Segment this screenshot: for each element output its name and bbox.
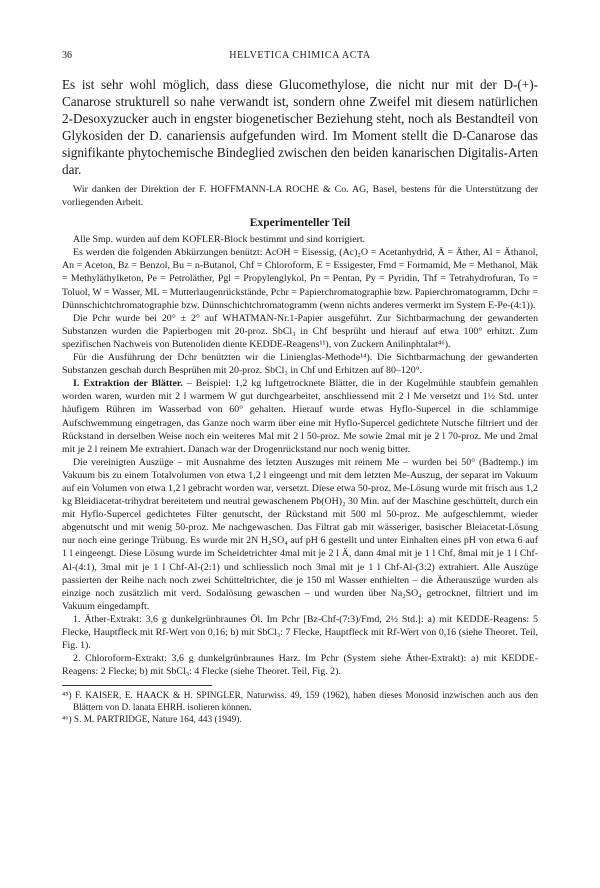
journal-page	[62, 50, 538, 726]
acknowledgement: Wir danken der Direktion der F. HOFFMANN-LA ROCHE & Co. AG, Basel, bestens für die Unterstützung der vorliegenden Arbeit.	[62, 184, 538, 209]
paragraph-thin-layer: Für die Ausführung der Dchr benützten wir die Linienglas-Methode¹⁴). Die Sichtbarmachung der gewanderten Substanzen geschah durch Besprühen mit 20-proz. SbCl₃ in Chf und Erhitzen auf 80–120°.	[62, 352, 538, 377]
section-title: Experimenteller Teil	[249, 217, 351, 230]
paragraph-melting-points: Alle Smp. wurden auf dem KOFLER-Block bestimmt und sind korrigiert.	[73, 234, 366, 246]
paragraph-abbreviations: Es werden die folgenden Abkürzungen benützt: AcOH = Eisessig, (Ac)₂O = Acetanhydrid, Ä = Äther, Al = Äthanol, An = Aceton, Bz = Benzol, Bu = n-Butanol, Chf = Chloroform, E = Essigester, Fmd = Formamid, Me = Methanol, Mäk = Methyläthylketon, Pe = Petroläther, Pgl = Propylenglykol, Pn = Pentan, Py = Pyridin, Thf = Tetrahydrofuran, To = Toluol, W = Wasser, ML = Mutterlaugenrückstände, Pchr = Papierchromatographie bzw. Papierchromatogramm, Dchr = Dünnschichtchromatographie bzw. Dünnschichtchromatogramm (wenn nichts anderes vermerkt im System E-Pe-(4:1)).	[62, 247, 538, 311]
footnote-divider	[62, 685, 212, 686]
journal-title: HELVETICA CHIMICA ACTA	[229, 50, 371, 61]
paragraph-extraction	[62, 377, 538, 456]
extraction-text: – Beispiel: 1,2 kg luftgetrocknete Blätter, die in der Kugelmühle staubfein gemahlen worden waren, wurden mit 2 l warmem W gut durchgearbeitet, anschliessend mit 2 l Me versetzt und 1½ Std. unter häufigem Rühren im Wasserbad von 60° gehalten. Hierauf wurde etwas Hyflo-Supercel in die schlammige Aufschwemmung eingetragen, das Ganze noch warm über eine mit Hyflo-Supercel gedichtete Nutsche filtriert und der Rückstand in derselben Weise noch ein weiteres Mal mit 2 l 50-proz. Me sowie 2mal mit je 2 l 70-proz. Me und 2mal mit je 2 l reinem Me extrahiert. Danach war der Drogenrückstand nur noch wenig bitter.	[62, 378, 539, 455]
footnote-46: ⁴⁶) S. M. PARTRIDGE, Nature 164, 443 (1949).	[62, 715, 242, 726]
page-number: 36	[62, 50, 72, 61]
paragraph-extraction-continued: Die vereinigten Auszüge – mit Ausnahme des letzten Auszuges mit reinem Me – wurden bei 50° (Badtemp.) im Vakuum bis zu einem Totalvolumen von etwa 1,2 l eingeengt und mit dem letzten Me-Auszug, der separat im Vakuum auf ein Volumen von etwa 1,2 l gebracht worden war, versetzt. Diese etwa 50-proz. Me-Lösung wurde mit frisch aus 1,2 kg Bleidiacetat-trihydrat bereitetem und neutral gewaschenem Pb(OH)₂ 30 Min. auf der Maschine geschüttelt, durch ein mit Hyflo-Supercel gedichtetes Filter genutscht, der Rückstand mit 500 ml 50-proz. Me aufgeschlemmt, wieder abgenutscht und mit wenig 50-proz. Me nachgewaschen. Das Filtrat gab mit wässeriger, basischer Bleiacetat-Lösung nur noch eine geringe Trübung. Es wurde mit 2N H₂SO₄ auf pH 6 gestellt und unter Einhalten eines pH von etwa 6 auf 1 l eingeengt. Diese Lösung wurde im Scheidetrichter 4mal mit je 2 l Ä, dann 4mal mit je 1 l Chf, 8mal mit je 1 l Chf-Al-(4:1), 3mal mit je 1 l Chf-Al-(2:1) und schliesslich noch 3mal mit je 1 l Chf-Al-(3:2) extrahiert. Alle Auszüge passierten der Reihe nach noch zwei Schütteltrichter, die je 150 ml Wasser enthielten – die Ätherauszüge wurden als einzige noch zusätzlich mit verd. Sodalösung gewaschen – und wurden über Na₂SO₄ getrocknet, filtriert und im Vakuum eingedampft.	[62, 456, 538, 612]
extraction-heading: I. Extraktion der Blätter.	[73, 378, 183, 390]
paragraph-paper-chromatography: Die Pchr wurde bei 20° ± 2° auf WHATMAN-Nr.1-Papier ausgeführt. Zur Sichtbarmachung der gewanderten Substanzen wurden die Papierbogen mit 20-proz. SbCl₃ in Chf besprüht und hierauf auf etwa 100° erhitzt. Zum spezifischen Nachweis von Butenoliden diente KEDDE-Reagens¹¹), von Zuckern Anilinphtalat⁴⁶).	[62, 312, 538, 350]
page-header	[62, 50, 538, 64]
item-chloroform-extract: 2. Chloroform-Extrakt: 3,6 g dunkelgrünbraunes Harz. Im Pchr (System siehe Äther-Extrakt): a) mit KEDDE-Reagens: 2 Flecke; b) mit SbCl₃: 4 Flecke (siehe Theoret. Teil, Fig. 2).	[62, 653, 538, 678]
intro-paragraph: Es ist sehr wohl möglich, dass diese Glucomethylose, die nicht nur mit der D-(+)-Canarose strukturell so nahe verwandt ist, sondern ohne Zweifel mit diesem natürlichen 2-Desoxyzucker auch in engster biogenetischer Beziehung steht, noch als Bestandteil von Glykosiden der D. canariensis aufgefunden wird. Im Moment stellt die D-Canarose das signifikante phytochemische Bindeglied zwischen den beiden kanarischen Digitalis-Arten dar.	[62, 77, 538, 177]
item-ether-extract: 1. Äther-Extrakt: 3,6 g dunkelgrünbraunes Öl. Im Pchr [Bz-Chf-(7:3)/Fmd, 2½ Std.]: a) mit KEDDE-Reagens: 5 Flecke, Hauptfleck mit Rf-Wert von 0,16; b) mit SbCl₃: 7 Flecke, Hauptfleck mit Rf-Wert von 0,16 (siehe Theoret. Teil, Fig. 1).	[62, 613, 538, 652]
footnote-45: ⁴⁵) F. KAISER, E. HAACK & H. SPINGLER, Naturwiss. 49, 159 (1962), haben dieses Monosid inzwischen auch aus den Blättern von D. lanata EHRH. isolieren können.	[62, 691, 538, 714]
